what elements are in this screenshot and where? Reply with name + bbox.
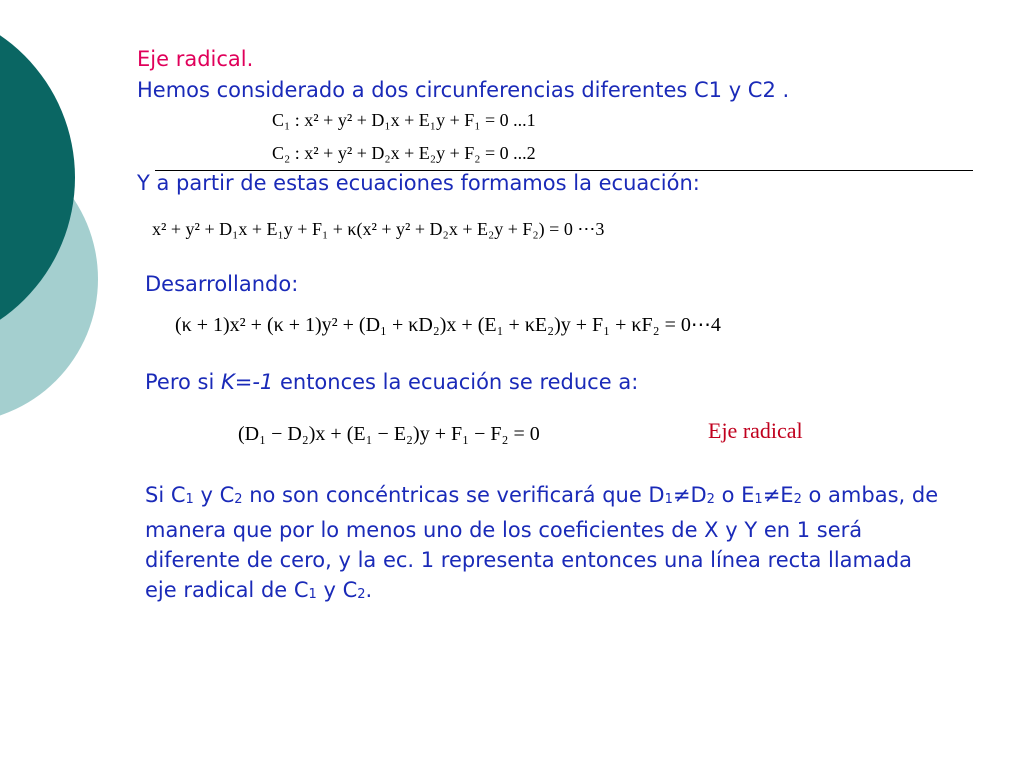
para-sub: 2: [793, 492, 802, 507]
decorative-circles: [0, 0, 110, 420]
para-sub: 2: [234, 492, 243, 507]
desarrollando-text: Desarrollando:: [145, 272, 299, 296]
para-sub: 1: [664, 492, 673, 507]
equation-1: C₁ : x² + y² + D₁x + E₁y + F₁ = 0 ...1: [272, 110, 536, 130]
equation-3: x² + y² + D₁x + E₁y + F₁ + κ(x² + y² + D₂x + E₂y + F₂) = 0 ⋯3: [152, 219, 605, 239]
pero-text: [145, 367, 638, 397]
para-sub: 1: [308, 587, 317, 602]
para-text: .: [365, 578, 373, 602]
para-text: ≠E: [762, 483, 794, 507]
para-text: ≠D: [672, 483, 707, 507]
slide-title: Eje radical.: [137, 47, 254, 71]
intro-text: Hemos considerado a dos circunferencias diferentes C1 y C2 .: [137, 78, 790, 102]
para-sub: 2: [357, 587, 366, 602]
conclusion-paragraph: [145, 480, 945, 610]
partir-text: Y a partir de estas ecuaciones formamos la ecuación:: [137, 171, 700, 195]
para-sub: 1: [754, 492, 763, 507]
para-sub: 2: [706, 492, 715, 507]
para-text: no son concéntricas se verificará que D: [242, 483, 665, 507]
equation-4: (κ + 1)x² + (κ + 1)y² + (D₁ + κD₂)x + (E₁ + κE₂)y + F₁ + κF₂ = 0⋯4: [175, 314, 721, 336]
equation-2: C₂ : x² + y² + D₂x + E₂y + F₂ = 0 ...2: [272, 143, 536, 163]
pero-post: entonces la ecuación se reduce a:: [273, 370, 639, 394]
para-sub: 1: [185, 492, 194, 507]
para-text: y C: [193, 483, 235, 507]
para-text: Si C: [145, 483, 186, 507]
equation-radical-axis: (D₁ − D₂)x + (E₁ − E₂)y + F₁ − F₂ = 0: [238, 423, 540, 445]
eje-radical-label: Eje radical: [708, 418, 803, 443]
pero-pre: Pero si: [145, 370, 221, 394]
para-text: o E: [714, 483, 755, 507]
para-text: o ambas, de manera que por lo menos uno de los coeficientes de X y Y en 1 será diferente de cero, y la ec. 1 representa entonces una línea recta llamada eje radical de C: [145, 483, 939, 602]
para-text: y C: [316, 578, 358, 602]
pero-k: K=-1: [220, 370, 274, 394]
